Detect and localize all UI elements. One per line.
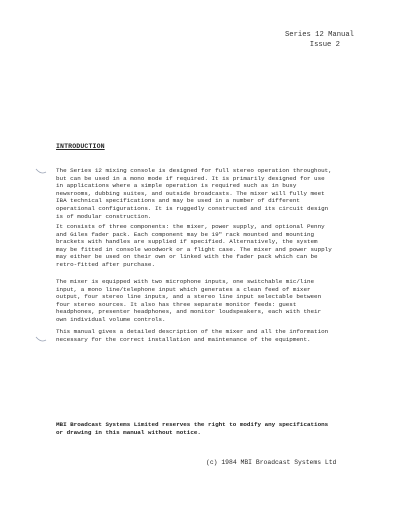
text-line: output, four stereo line inputs, and a stereo line input selectable between: [56, 293, 322, 301]
text-line: may be fitted in console woodwork or a flight case. The mixer and power supply: [56, 245, 332, 253]
rights-notice: [56, 421, 356, 436]
text-line: This manual gives a detailed description of the mixer and all the information: [56, 328, 329, 335]
text-line: four stereo sources. It also has three separate monitor feeds: guest: [56, 300, 297, 308]
paragraph-3: [56, 278, 356, 324]
text-line: The Series 12 mixing console is designed for full stereo operation throughout,: [56, 167, 332, 174]
paragraph-4: [56, 328, 356, 343]
text-line: IBA technical specifications and may be used in a number of different: [56, 197, 300, 205]
copyright-line: (c) 1984 MBI Broadcast Systems Ltd: [206, 459, 337, 466]
binder-hole-mark-icon: [35, 167, 47, 175]
paragraph-2: [56, 223, 356, 269]
text-line: It consists of three components: the mixer, power supply, and optional Penny: [56, 223, 325, 230]
text-line: The mixer is equipped with two microphone inputs, one switchable mic/line: [56, 278, 315, 285]
text-line: but can be used in a mono mode if required. It is primarily designed for use: [56, 174, 325, 182]
text-line: or drawing in this manual without notice.: [56, 428, 201, 436]
text-line: own individual volume controls.: [56, 315, 166, 323]
text-line: in applications where a simple operation is required such as in busy: [56, 182, 297, 190]
section-heading: INTRODUCTION: [56, 143, 105, 150]
issue-number: Issue 2: [309, 41, 340, 49]
text-line: is of modular construction.: [56, 212, 152, 220]
text-line: may either be used on their own or linked with the fader pack which can be: [56, 253, 318, 261]
binder-hole-mark-icon: [35, 335, 47, 343]
text-line: input, a mono line/telephone input which generates a clean feed of mixer: [56, 285, 311, 293]
text-line: and Giles fader pack. Each component may be 19" rack mounted and mounting: [56, 230, 315, 238]
text-line: MBI Broadcast Systems Limited reserves the right to modify any specifications: [56, 421, 329, 428]
text-line: operational configurations. It is ruggedly constructed and its circuit design: [56, 204, 329, 212]
text-line: newsrooms, dubbing suites, and outside broadcasts. The mixer will fully meet: [56, 189, 325, 197]
manual-title: Series 12 Manual: [284, 31, 354, 39]
document-header: [285, 30, 354, 50]
paragraph-1: [56, 167, 356, 220]
text-line: necessary for the correct installation and maintenance of the equipment.: [56, 335, 311, 343]
text-line: brackets with handles are supplied if specified. Alternatively, the system: [56, 238, 318, 246]
text-line: headphones, presenter headphones, and monitor loudspeakers, each with their: [56, 308, 322, 316]
text-line: retro-fitted after purchase.: [56, 260, 155, 268]
